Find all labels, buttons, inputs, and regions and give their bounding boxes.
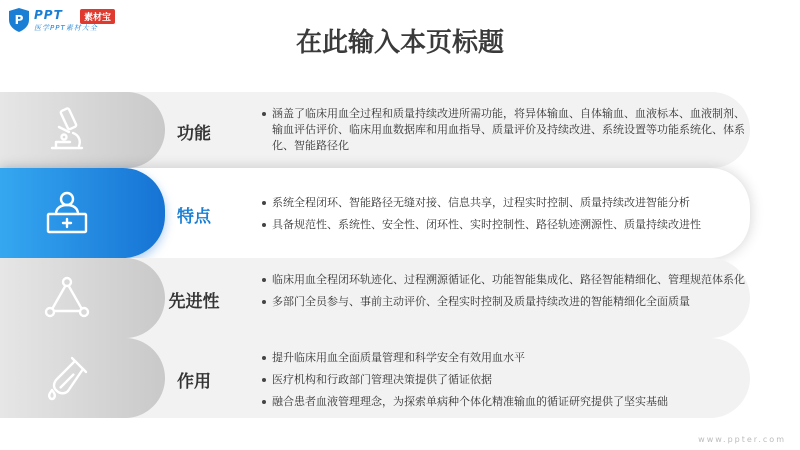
row-label: 特点 [177,207,211,227]
row-label: 先进性 [168,292,220,312]
svg-text:P: P [14,13,24,27]
row-function [0,92,800,168]
row-bullets [260,350,750,416]
row-feature [0,168,800,258]
footer-watermark: www.ppter.com [698,435,786,444]
test-tube-icon [42,353,92,403]
bullet-item: 融合患者血液管理理念，为探索单病种个体化精准输血的循证研究提供了坚实基础 [260,394,750,410]
row-bullets [260,195,750,239]
row-advanced [0,258,800,338]
row-label: 作用 [177,372,211,392]
logo-subtitle: 医学PPT素材大全 [34,24,98,32]
bullet-item: 系统全程闭环、智能路径无缝对接、信息共享，过程实时控制、质量持续改进智能分析 [260,195,750,211]
logo-brand-text: PPT [34,8,63,22]
row-bullets [260,106,750,160]
bullet-item: 临床用血全程闭环轨迹化、过程溯源循证化、功能智能集成化、路径智能精细化、管理规范体系化 [260,272,750,288]
bullet-item: 提升临床用血全面质量管理和科学安全有效用血水平 [260,350,750,366]
triangle-network-icon [42,273,92,323]
doctor-desk-icon [42,188,92,238]
bullet-item: 多部门全员参与、事前主动评价、全程实时控制及质量持续改进的智能精细化全面质量 [260,294,750,310]
row-label: 功能 [177,124,211,144]
row-effect [0,338,800,418]
logo-tag: 素材宝 [80,9,115,24]
row-bullets [260,272,750,316]
bullet-item: 涵盖了临床用血全过程和质量持续改进所需功能，将异体输血、自体输血、血液标本、血液制剂、输血评估评价、临床用血数据库和用血指导、质量评价及持续改进、系统设置等功能系统化、体系化、智能路径化 [260,106,750,154]
bullet-item: 具备规范性、系统性、安全性、闭环性、实时控制性、路径轨迹溯源性、质量持续改进性 [260,217,750,233]
microscope-icon [42,105,92,155]
bullet-item: 医疗机构和行政部门管理决策提供了循证依据 [260,372,750,388]
page-title: 在此输入本页标题 [295,28,504,58]
